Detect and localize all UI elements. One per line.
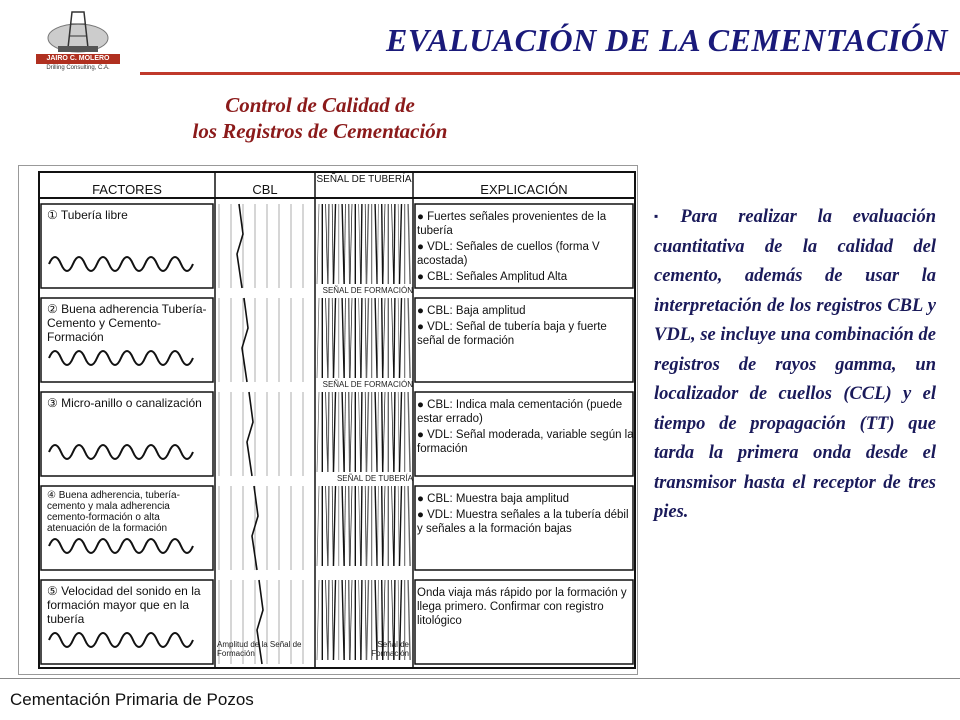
vdl-trace: [367, 204, 369, 284]
vdl-trace: [328, 392, 329, 472]
vdl-trace: [332, 392, 333, 472]
vdl-trace: [394, 204, 395, 284]
vdl-trace: [328, 298, 329, 378]
vdl-trace: [375, 392, 377, 472]
explanation-item: ● CBL: Muestra baja amplitud: [417, 493, 570, 505]
vdl-trace: [342, 298, 344, 378]
explanation-item: ● VDL: Señal de tubería baja y fuerte señal de formación: [417, 321, 607, 347]
explanation-item: ● CBL: Baja amplitud: [417, 305, 526, 317]
factor-label: ⑤ Velocidad del sonido en la formación mayor que en la tubería: [47, 584, 201, 626]
cbl-curve: [237, 204, 243, 288]
vdl-trace: [394, 298, 395, 378]
header-senal: SEÑAL DE TUBERÍA: [316, 174, 412, 185]
vdl-trace: [394, 486, 395, 566]
vdl-trace: [365, 486, 366, 566]
vdl-trace: [332, 486, 333, 566]
explanation-item: ● CBL: Señales Amplitud Alta: [417, 271, 568, 283]
vdl-trace: [317, 204, 319, 284]
footer-left-label: Amplitud de la Señal de Formación: [217, 640, 302, 658]
vdl-trace: [398, 392, 399, 472]
vdl-trace: [365, 298, 366, 378]
vdl-trace: [382, 486, 383, 566]
subtitle: [120, 92, 520, 144]
vdl-trace: [398, 204, 399, 284]
vdl-trace: [317, 298, 319, 378]
vdl-trace: [359, 392, 361, 472]
vdl-trace: [350, 580, 352, 660]
vdl-trace: [332, 204, 333, 284]
explanation-list: [417, 492, 635, 538]
vdl-trace: [398, 486, 399, 566]
vdl-trace: [332, 580, 333, 660]
vdl-trace: [383, 392, 385, 472]
vdl-trace: [383, 204, 385, 284]
vdl-trace: [383, 486, 385, 566]
vdl-section-label: SEÑAL DE FORMACIÓN: [322, 286, 413, 295]
logo-sub: Drilling Consulting, C.A.: [46, 65, 110, 71]
vdl-trace: [408, 392, 410, 472]
footer-text: Cementación Primaria de Pozos: [10, 690, 254, 709]
vdl-trace: [350, 486, 352, 566]
vdl-trace: [398, 298, 399, 378]
vdl-trace: [359, 204, 361, 284]
vdl-trace: [344, 580, 345, 660]
factor-label: ③ Micro-anillo o canalización: [47, 396, 202, 410]
vdl-trace: [326, 392, 328, 472]
footer-divider: [0, 678, 960, 679]
vdl-trace: [408, 204, 410, 284]
vdl-section-label: SEÑAL DE TUBERÍA: [336, 474, 413, 483]
vdl-trace: [344, 486, 345, 566]
vdl-trace: [350, 392, 352, 472]
vdl-trace: [361, 204, 362, 284]
vdl-trace: [349, 392, 350, 472]
vdl-trace: [326, 580, 328, 660]
vdl-trace: [328, 580, 329, 660]
vdl-trace: [408, 298, 410, 378]
explanation-list: [417, 398, 635, 458]
explanation-list: [417, 210, 635, 286]
factor-label: ④ Buena adherencia, tubería-cemento y mala adherencia cemento-formación o alta atenuación de la formación: [47, 490, 180, 534]
square-bullet-icon: ▪: [654, 209, 675, 223]
vdl-trace: [317, 392, 319, 472]
vdl-trace: [349, 204, 350, 284]
vdl-trace: [334, 392, 336, 472]
vdl-section-label: SEÑAL DE FORMACIÓN: [322, 380, 413, 389]
vdl-trace: [367, 486, 369, 566]
vdl-trace: [326, 204, 328, 284]
vdl-trace: [382, 298, 383, 378]
explanation-item: ● VDL: Muestra señales a la tubería débil y señales a la formación bajas: [417, 509, 629, 535]
factor-label: ② Buena adherencia Tubería-Cemento y Cemento-Formación: [47, 302, 207, 344]
vdl-trace: [326, 298, 328, 378]
logo-name: JAIRO C. MOLERO: [36, 54, 120, 64]
explanation-item: ● VDL: Señal moderada, variable según la formación: [417, 429, 634, 455]
vdl-trace: [334, 486, 336, 566]
explanation-item: ● CBL: Indica mala cementación (puede estar errado): [417, 399, 623, 425]
vdl-trace: [342, 486, 344, 566]
vdl-trace: [400, 486, 402, 566]
vdl-trace: [394, 392, 395, 472]
title-divider: [140, 72, 960, 75]
vdl-trace: [328, 204, 329, 284]
cbl-curve: [247, 392, 253, 476]
waveform-trace: [49, 445, 193, 459]
waveform-trace: [49, 633, 193, 647]
vdl-trace: [400, 204, 402, 284]
vdl-trace: [317, 580, 319, 660]
vdl-trace: [332, 298, 333, 378]
vdl-trace: [344, 392, 345, 472]
vdl-trace: [334, 580, 336, 660]
vdl-trace: [342, 204, 344, 284]
vdl-trace: [392, 298, 394, 378]
company-logo: [34, 8, 122, 74]
vdl-trace: [344, 204, 345, 284]
vdl-trace: [349, 486, 350, 566]
vdl-trace: [392, 204, 394, 284]
vdl-trace: [359, 298, 361, 378]
vdl-trace: [382, 392, 383, 472]
vdl-trace: [392, 486, 394, 566]
explanation-text: Para realizar la evaluación cuantitativa de la calidad del cemento, además de usar la interpretación de los registros CBL y VDL, se incluye una combinación de registros de rayos gamma, un localizador de cuellos (CCL) y el tiempo de propagación (TT) que tarda la primera onda desde el transmisor hasta el receptor de tres pies.: [654, 207, 936, 522]
page-title: EVALUACIÓN DE LA CEMENTACIÓN: [386, 22, 948, 58]
explanation-paragraph: [654, 202, 936, 528]
vdl-trace: [359, 486, 361, 566]
vdl-trace: [400, 392, 402, 472]
vdl-trace: [350, 204, 352, 284]
vdl-trace: [377, 298, 378, 378]
waveform-trace: [49, 351, 193, 365]
subtitle-line-2: los Registros de Cementación: [192, 119, 448, 143]
vdl-trace: [392, 392, 394, 472]
explanation-item: ● VDL: Señales de cuellos (forma V acostada): [417, 241, 600, 267]
header-cbl: CBL: [252, 182, 278, 197]
waveform-trace: [49, 257, 193, 271]
vdl-trace: [377, 392, 378, 472]
vdl-trace: [342, 392, 344, 472]
header-explicacion: EXPLICACIÓN: [480, 182, 568, 197]
waveform-trace: [49, 539, 193, 553]
vdl-trace: [350, 298, 352, 378]
vdl-trace: [361, 392, 362, 472]
subtitle-line-1: Control de Calidad de: [225, 93, 415, 117]
vdl-trace: [344, 298, 345, 378]
vdl-trace: [367, 392, 369, 472]
vdl-trace: [408, 486, 410, 566]
header-factores: FACTORES: [92, 182, 162, 197]
vdl-trace: [334, 298, 336, 378]
vdl-trace: [365, 204, 366, 284]
vdl-trace: [342, 580, 344, 660]
cbl-curve: [252, 486, 258, 570]
vdl-trace: [349, 298, 350, 378]
cement-quality-table: [18, 165, 638, 675]
explanation-list: [417, 586, 635, 630]
vdl-trace: [383, 298, 385, 378]
vdl-trace: [400, 298, 402, 378]
vdl-trace: [349, 580, 350, 660]
vdl-trace: [317, 486, 319, 566]
vdl-trace: [375, 486, 377, 566]
explanation-item: ● Fuertes señales provenientes de la tubería: [417, 211, 607, 237]
factor-label: ① Tubería libre: [47, 208, 128, 222]
vdl-trace: [375, 298, 377, 378]
vdl-trace: [377, 486, 378, 566]
vdl-trace: [326, 486, 328, 566]
explanation-list: [417, 304, 635, 350]
vdl-trace: [382, 204, 383, 284]
vdl-trace: [361, 298, 362, 378]
footer-right-label: Señal de Formación: [371, 640, 409, 658]
vdl-trace: [361, 486, 362, 566]
vdl-trace: [328, 486, 329, 566]
vdl-trace: [367, 298, 369, 378]
vdl-trace: [365, 392, 366, 472]
vdl-trace: [334, 204, 336, 284]
vdl-trace: [375, 204, 377, 284]
explanation-item: Onda viaja más rápido por la formación y llega primero. Confirmar con registro litológico: [417, 587, 627, 627]
vdl-trace: [377, 204, 378, 284]
